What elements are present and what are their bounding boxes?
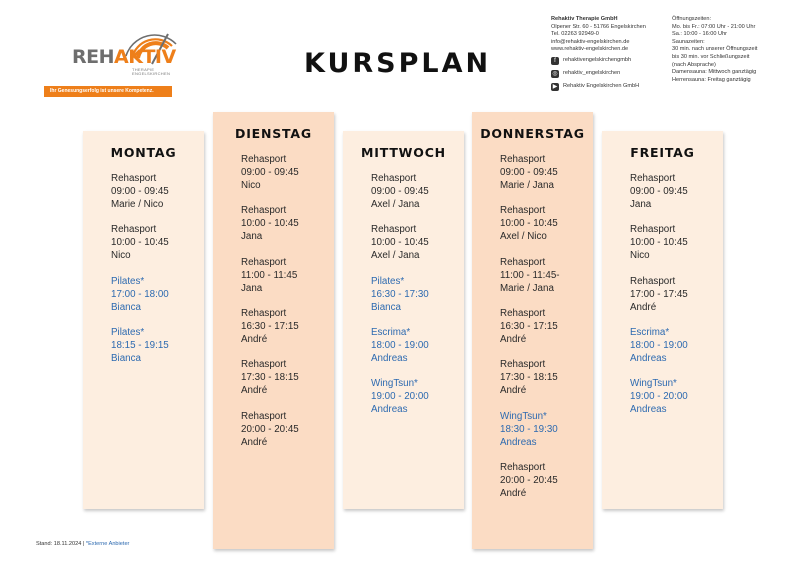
hours-title: Öffnungszeiten: — [672, 16, 712, 22]
company-website[interactable]: www.rehaktiv-engelskirchen.de — [551, 46, 629, 53]
youtube-icon: ▶ — [552, 83, 558, 90]
footer-note — [36, 541, 129, 547]
course-time: 18:00 - 19:00 — [371, 339, 429, 351]
course-course: Rehasport — [241, 308, 287, 320]
course-trainer: André — [500, 385, 527, 397]
sauna-line-2: bis 30 min. vor Schließungszeit — [672, 53, 750, 60]
day-heading: FREITAG — [630, 145, 695, 160]
course-trainer: Jana — [241, 231, 263, 243]
course-course: Rehasport — [500, 154, 546, 165]
course-trainer: Andreas — [371, 404, 408, 416]
course-trainer: André — [500, 333, 527, 345]
course-time: 20:00 - 20:45 — [500, 475, 558, 487]
course-trainer: Bianca — [111, 352, 141, 364]
course-course: Rehasport — [500, 256, 546, 268]
course-course: Rehasport — [500, 205, 546, 217]
course-entry — [241, 359, 299, 398]
course-course: Pilates* — [111, 327, 145, 339]
course-entry — [111, 224, 169, 263]
course-course: WingTsun* — [500, 410, 547, 422]
course-time: 10:00 - 10:45 — [371, 237, 429, 249]
course-time: 16:30 - 17:15 — [241, 320, 299, 332]
day-column-montag — [83, 131, 204, 509]
course-trainer: André — [630, 301, 657, 313]
course-course: Pilates* — [371, 275, 405, 287]
social-instagram[interactable] — [551, 68, 669, 80]
course-course: Rehasport — [371, 173, 417, 184]
course-entry — [500, 462, 560, 501]
company-name: Rehaktiv Therapie GmbH — [551, 16, 618, 22]
course-course: Escrima* — [371, 327, 411, 339]
course-trainer: Axel / Jana — [371, 198, 420, 210]
course-course: Rehasport — [500, 359, 546, 371]
course-time: 09:00 - 09:45 — [111, 185, 169, 197]
session-list — [371, 173, 429, 430]
course-course: Escrima* — [630, 327, 670, 339]
course-trainer: André — [241, 436, 268, 448]
day-heading: DONNERSTAG — [480, 126, 585, 141]
course-time: 10:00 - 10:45 — [111, 237, 169, 249]
instagram-handle: rehaktiv_engelskirchen — [563, 70, 621, 77]
day-heading: MONTAG — [110, 145, 177, 160]
sauna-line-1: 30 min. nach unserer Öffnungszeit — [672, 46, 758, 53]
course-entry — [500, 359, 560, 398]
day-column-mittwoch — [343, 131, 464, 509]
hours-weekdays: Mo. bis Fr.: 07:00 Uhr - 21:00 Uhr — [672, 23, 756, 30]
course-entry — [500, 205, 560, 244]
course-trainer: Axel / Jana — [371, 250, 420, 262]
social-youtube[interactable] — [551, 81, 669, 93]
course-trainer: Andreas — [630, 352, 667, 364]
course-entry — [241, 205, 299, 244]
course-trainer: Bianca — [371, 301, 401, 313]
day-column-donnerstag — [472, 112, 593, 549]
day-column-dienstag — [213, 112, 334, 549]
course-time: 20:00 - 20:45 — [241, 423, 299, 435]
session-list — [630, 173, 688, 430]
course-trainer: Andreas — [630, 404, 667, 416]
course-time: 17:30 - 18:15 — [241, 372, 299, 384]
course-course: Rehasport — [630, 173, 676, 184]
course-trainer: Marie / Nico — [111, 198, 164, 210]
course-time: 16:30 - 17:15 — [500, 320, 558, 332]
course-trainer: Andreas — [500, 436, 537, 448]
course-entry — [630, 276, 688, 315]
course-time: 17:00 - 18:00 — [111, 288, 169, 300]
course-time: 19:00 - 20:00 — [371, 391, 429, 403]
youtube-handle: Rehaktiv Engelskirchen GmbH — [563, 83, 640, 90]
course-entry — [371, 276, 429, 315]
course-time: 19:00 - 20:00 — [630, 391, 688, 403]
session-list — [241, 154, 299, 462]
course-entry — [500, 308, 560, 347]
course-trainer: Jana — [241, 282, 263, 294]
course-entry — [630, 378, 688, 417]
course-entry — [371, 327, 429, 366]
course-time: 10:00 - 10:45 — [500, 218, 558, 230]
course-time: 10:00 - 10:45 — [630, 237, 688, 249]
hours-saturday: Sa.: 10:00 - 16:00 Uhr — [672, 31, 728, 38]
course-trainer: Jana — [630, 198, 652, 210]
course-course: Rehasport — [241, 410, 287, 422]
page-title: KURSPLAN — [304, 48, 492, 79]
course-entry — [241, 308, 299, 347]
course-course: Rehasport — [630, 275, 676, 287]
course-time: 10:00 - 10:45 — [241, 218, 299, 230]
course-course: Rehasport — [111, 224, 157, 236]
course-time: 09:00 - 09:45 — [500, 166, 558, 178]
course-trainer: Nico — [630, 250, 650, 262]
course-trainer: Axel / Nico — [500, 231, 547, 243]
company-address: Olpener Str. 60 - 51766 Engelskirchen — [551, 23, 646, 30]
course-entry — [500, 257, 560, 296]
course-time: 18:00 - 19:00 — [630, 339, 688, 351]
course-time: 09:00 - 09:45 — [630, 185, 688, 197]
course-course: Rehasport — [500, 462, 546, 474]
stand-date: Stand: 18.11.2024 | — [36, 541, 85, 547]
company-email[interactable]: info@rehaktiv-engelskirchen.de — [551, 38, 630, 45]
course-time: 18:30 - 19:30 — [500, 423, 558, 435]
contact-block — [551, 16, 669, 93]
company-phone: Tel. 02263 92949-0 — [551, 31, 599, 38]
session-list — [500, 154, 560, 514]
course-time: 09:00 - 09:45 — [371, 185, 429, 197]
course-trainer: André — [241, 333, 268, 345]
course-course: Rehasport — [111, 173, 157, 184]
course-course: WingTsun* — [371, 378, 418, 390]
ladies-sauna: Damensauna: Mittwoch ganztägig — [672, 69, 757, 76]
course-entry — [111, 276, 169, 315]
slogan-banner: Ihr Genesungserfolg ist unsere Kompetenz. — [44, 86, 172, 97]
course-time: 16:30 - 17:30 — [371, 288, 429, 300]
logo-wordmark: REHAKTIV — [72, 46, 176, 68]
facebook-handle: rehaktivengelskirchengmbh — [563, 57, 632, 64]
social-facebook[interactable] — [551, 55, 669, 67]
course-time: 18:15 - 19:15 — [111, 339, 169, 351]
course-entry — [630, 173, 688, 212]
course-course: Rehasport — [371, 224, 417, 236]
sauna-title: Saunazeiten: — [672, 38, 705, 45]
course-entry — [371, 378, 429, 417]
sauna-line-3: (nach Absprache) — [672, 61, 716, 68]
opening-hours — [672, 16, 792, 84]
course-course: Rehasport — [241, 154, 287, 165]
course-course: Rehasport — [500, 308, 546, 320]
course-time: 17:00 - 17:45 — [630, 288, 688, 300]
course-trainer: André — [500, 487, 527, 499]
course-course: Pilates* — [111, 275, 145, 287]
course-entry — [500, 154, 560, 193]
external-provider-note: *Externe Anbieter — [85, 541, 130, 547]
course-trainer: Marie / Jana — [500, 282, 554, 294]
course-entry — [500, 411, 560, 450]
course-entry — [111, 173, 169, 212]
day-column-freitag — [602, 131, 723, 509]
course-trainer: André — [241, 385, 268, 397]
session-list — [111, 173, 169, 378]
course-trainer: Nico — [241, 179, 261, 191]
course-course: Rehasport — [241, 256, 287, 268]
course-entry — [630, 327, 688, 366]
course-course: Rehasport — [241, 205, 287, 217]
men-sauna: Herrensauna: Freitag ganztägig — [672, 76, 751, 83]
course-trainer: Bianca — [111, 301, 141, 313]
instagram-icon: ◎ — [552, 70, 558, 77]
day-heading: MITTWOCH — [361, 145, 446, 160]
course-entry — [241, 411, 299, 450]
course-trainer: Nico — [111, 250, 131, 262]
course-entry — [111, 327, 169, 366]
day-heading: DIENSTAG — [235, 126, 312, 141]
course-time: 17:30 - 18:15 — [500, 372, 558, 384]
facebook-icon: f — [551, 57, 559, 65]
rehaktiv-logo — [68, 24, 180, 84]
course-course: WingTsun* — [630, 378, 677, 390]
course-entry — [371, 173, 429, 212]
course-course: Rehasport — [241, 359, 287, 371]
course-time: 11:00 - 11:45 — [241, 269, 298, 281]
course-time: 09:00 - 09:45 — [241, 166, 299, 178]
course-entry — [241, 154, 299, 193]
course-trainer: Marie / Jana — [500, 179, 554, 191]
course-entry — [630, 224, 688, 263]
course-time: 11:00 - 11:45- — [500, 269, 560, 281]
course-trainer: Andreas — [371, 352, 408, 364]
course-course: Rehasport — [630, 224, 676, 236]
logo-subline: THERAPIE ENGELSKIRCHEN — [132, 67, 171, 76]
course-entry — [241, 257, 299, 296]
course-entry — [371, 224, 429, 263]
